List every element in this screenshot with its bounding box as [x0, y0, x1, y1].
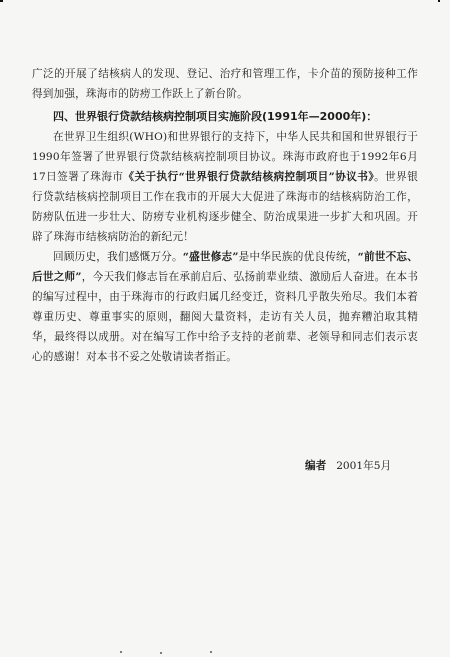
intro-paragraph [32, 64, 418, 104]
scan-speck [210, 651, 212, 653]
paragraph-text: 回顾历史，我们感慨万分。 [53, 251, 183, 263]
signature-date: 2001年5月 [336, 460, 392, 472]
paragraph-text: 是中华民族的优良传统， [238, 251, 358, 263]
section-heading: 四、世界银行贷款结核病控制项目实施阶段(1991年—2000年)： [53, 110, 378, 123]
scan-speck [160, 652, 162, 654]
paragraph-history [32, 247, 418, 367]
scan-edge-mark [438, 0, 440, 2]
body-section [32, 127, 418, 367]
agreement-title: 《关于执行“世界银行贷款结核病控制项目”协议书》 [123, 171, 375, 183]
intro-text: 广泛的开展了结核病人的发现、登记、治疗和管理工作，卡介苗的预防接种工作得到加强，珠海市的防痨工作跃上了新台阶。 [32, 68, 418, 100]
scan-speck [120, 651, 122, 653]
paragraph-text: ，今天我们修志旨在承前启后、弘扬前辈业绩、激励后人奋进。在本书的编写过程中，由于珠海市的行政归属几经变迁，资料几乎散失殆尽。我们本着尊重历史、尊重事实的原则，翻阅大量资料，走访有关人员，抛弃糟泊取其精华，最终得以成册。对在编写工作中给予支持的老前辈、老领导和同志们表示衷心的感谢！对本书不妥之处敬请读者指正。 [32, 271, 419, 363]
scan-edge-mark [0, 0, 3, 2]
signature-author: 编者 [305, 460, 327, 472]
quote-lesson: “前世不忘、后世之师” [32, 251, 419, 283]
signature-line [305, 458, 391, 473]
paragraph-text: 。世界银行贷款结核病控制项目工作在我市的开展大大促进了珠海市的结核病防治工作，防痨队伍进一步壮大、防痨专业机构逐步健全、防治成果进一步扩大和巩固。开辟了珠海市结核病防治的新纪元！ [32, 171, 419, 243]
paragraph-text: 在世界卫生组织(WHO)和世界银行的支持下，中华人民共和国和世界银行于1990年签署了世界银行贷款结核病控制项目协议。珠海市政府也于1992年6月17日签署了珠海市 [32, 131, 418, 183]
paragraph-world-bank [32, 127, 418, 247]
quote-prosperity: “盛世修志” [182, 251, 239, 263]
